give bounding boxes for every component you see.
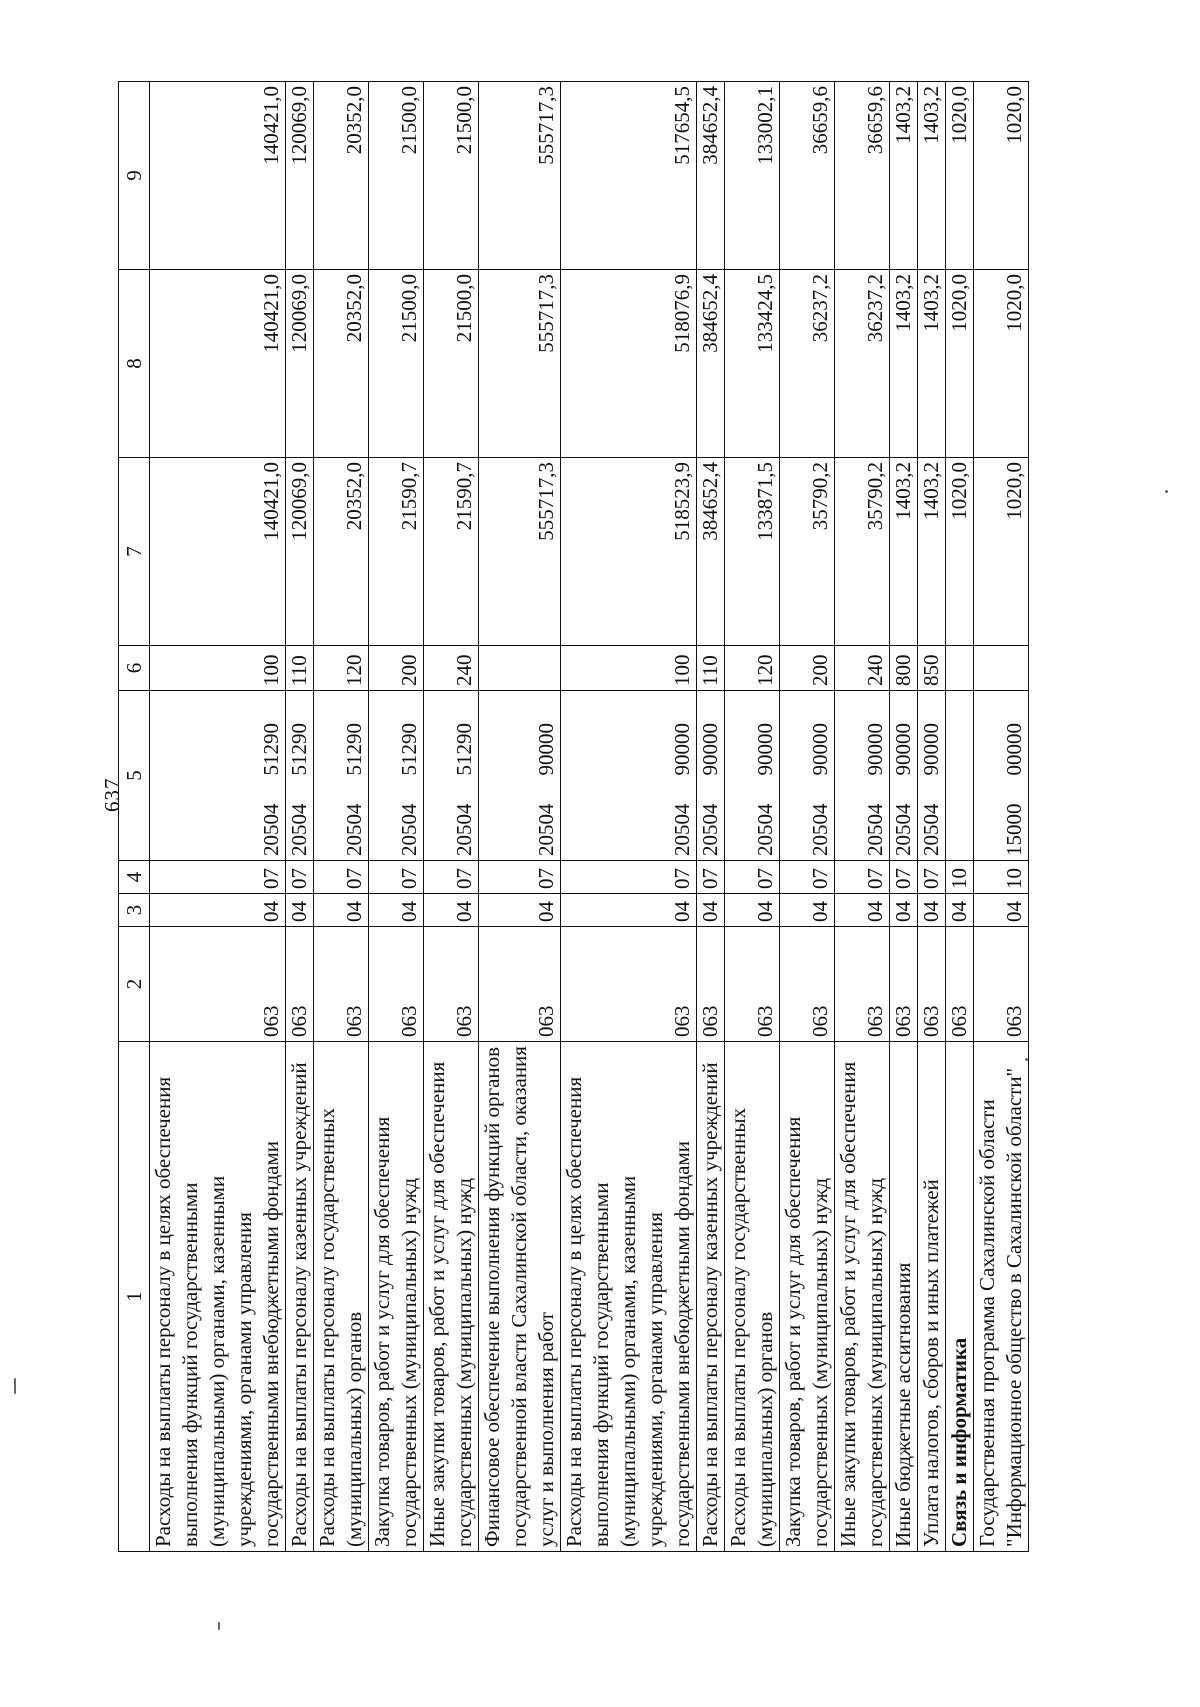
cell-amount-9: 1020,0	[946, 82, 974, 270]
cell-code-5	[314, 691, 369, 861]
cell-amount-7: 1020,0	[974, 458, 1029, 646]
cell-code-5	[890, 691, 918, 861]
cell-code-4: 07	[369, 861, 424, 894]
cell-code-5	[946, 691, 974, 861]
code-5-prefix: 20504	[698, 803, 722, 856]
cell-amount-9: 120069,0	[286, 82, 314, 270]
column-header: 5	[119, 691, 150, 861]
table-row	[946, 82, 974, 1552]
cell-amount-8: 120069,0	[286, 270, 314, 458]
column-header: 6	[119, 646, 150, 691]
code-5-suffix: 51290	[342, 723, 366, 776]
cell-code-2: 063	[946, 927, 974, 1042]
cell-code-2: 063	[561, 927, 697, 1042]
cell-code-6: 240	[424, 646, 479, 691]
cell-amount-7: 120069,0	[286, 458, 314, 646]
cell-code-5	[725, 691, 780, 861]
cell-code-3: 04	[946, 894, 974, 927]
code-5-prefix: 20504	[259, 803, 283, 856]
cell-code-3: 04	[314, 894, 369, 927]
row-name-cell: Иные закупки товаров, работ и услуг для обеспечения государственных (муниципальных) нужд	[424, 1042, 479, 1552]
row-name-cell: Расходы на выплаты персоналу казенных учреждений	[286, 1042, 314, 1552]
cell-code-3: 04	[918, 894, 946, 927]
cell-amount-7: 555717,3	[479, 458, 561, 646]
cell-amount-9: 21500,0	[369, 82, 424, 270]
code-5-prefix: 20504	[452, 803, 476, 856]
scan-speck	[1025, 1058, 1028, 1061]
cell-amount-7: 1020,0	[946, 458, 974, 646]
cell-amount-8: 384652,4	[697, 270, 725, 458]
code-5-suffix: 51290	[287, 723, 311, 776]
column-header: 4	[119, 861, 150, 894]
cell-code-3: 04	[286, 894, 314, 927]
cell-code-2: 063	[150, 927, 286, 1042]
cell-amount-9: 517654,5	[561, 82, 697, 270]
cell-code-2: 063	[697, 927, 725, 1042]
cell-code-4: 07	[286, 861, 314, 894]
cell-code-2: 063	[314, 927, 369, 1042]
cell-amount-9: 384652,4	[697, 82, 725, 270]
cell-code-6: 110	[697, 646, 725, 691]
cell-code-6: 800	[890, 646, 918, 691]
table-row	[780, 82, 835, 1552]
cell-code-6: 240	[835, 646, 890, 691]
cell-code-3: 04	[479, 894, 561, 927]
cell-code-4: 07	[424, 861, 479, 894]
code-5-suffix: 51290	[397, 723, 421, 776]
cell-code-6: 200	[780, 646, 835, 691]
cell-code-2: 063	[286, 927, 314, 1042]
row-name-cell: Расходы на выплаты персоналу в целях обеспечения выполнения функций государственными (муниципальными) органами, казенными учреждениями, органами управления государственными внебюджетными фондами	[150, 1042, 286, 1552]
cell-code-2: 063	[835, 927, 890, 1042]
code-5-suffix: 90000	[670, 723, 694, 776]
cell-amount-8: 20352,0	[314, 270, 369, 458]
code-5-suffix: 00000	[1002, 723, 1026, 776]
cell-code-4: 07	[150, 861, 286, 894]
cell-amount-8: 21500,0	[369, 270, 424, 458]
table-row	[314, 82, 369, 1552]
cell-amount-7: 21590,7	[424, 458, 479, 646]
cell-amount-7: 20352,0	[314, 458, 369, 646]
code-5-suffix: 90000	[919, 723, 943, 776]
cell-code-5	[561, 691, 697, 861]
cell-amount-8: 36237,2	[780, 270, 835, 458]
cell-amount-9: 21500,0	[424, 82, 479, 270]
cell-code-5	[697, 691, 725, 861]
row-name-cell: Иные бюджетные ассигнования	[890, 1042, 918, 1552]
cell-amount-9: 1403,2	[918, 82, 946, 270]
table-row	[369, 82, 424, 1552]
cell-code-4: 07	[780, 861, 835, 894]
cell-code-3: 04	[725, 894, 780, 927]
code-5-prefix: 20504	[287, 803, 311, 856]
cell-amount-9: 555717,3	[479, 82, 561, 270]
code-5-prefix: 20504	[397, 803, 421, 856]
cell-amount-8: 133424,5	[725, 270, 780, 458]
table-row	[479, 82, 561, 1552]
row-name-cell: Закупка товаров, работ и услуг для обеспечения государственных (муниципальных) нужд	[780, 1042, 835, 1552]
page-number: 637	[100, 777, 124, 812]
cell-code-3: 04	[974, 894, 1029, 927]
code-5-suffix: 51290	[259, 723, 283, 776]
code-5-suffix: 90000	[808, 723, 832, 776]
code-5-prefix: 20504	[534, 803, 558, 856]
cell-amount-8: 518076,9	[561, 270, 697, 458]
cell-amount-7: 518523,9	[561, 458, 697, 646]
scan-speck	[218, 1622, 220, 1630]
cell-amount-9: 36659,6	[780, 82, 835, 270]
cell-code-3: 04	[561, 894, 697, 927]
code-5-prefix: 20504	[919, 803, 943, 856]
row-name-cell: Расходы на выплаты персоналу государственных (муниципальных) органов	[725, 1042, 780, 1552]
table-row	[697, 82, 725, 1552]
cell-code-3: 04	[150, 894, 286, 927]
cell-code-2: 063	[918, 927, 946, 1042]
cell-code-2: 063	[479, 927, 561, 1042]
cell-amount-7: 1403,2	[918, 458, 946, 646]
code-5-prefix: 20504	[753, 803, 777, 856]
row-name-cell: Расходы на выплаты персоналу в целях обеспечения выполнения функций государственными (муниципальными) органами, казенными учреждениями, органами управления государственными внебюджетными фондами	[561, 1042, 697, 1552]
cell-code-2: 063	[890, 927, 918, 1042]
cell-code-3: 04	[369, 894, 424, 927]
column-header: 8	[119, 270, 150, 458]
cell-code-6: 110	[286, 646, 314, 691]
scan-speck	[14, 1378, 16, 1394]
column-number-row	[119, 82, 150, 1552]
cell-code-4: 10	[974, 861, 1029, 894]
cell-code-3: 04	[835, 894, 890, 927]
cell-amount-8: 140421,0	[150, 270, 286, 458]
row-name-cell: Закупка товаров, работ и услуг для обеспечения государственных (муниципальных) нужд	[369, 1042, 424, 1552]
cell-code-5	[369, 691, 424, 861]
code-5-prefix: 20504	[670, 803, 694, 856]
column-header: 2	[119, 927, 150, 1042]
cell-code-6	[974, 646, 1029, 691]
cell-code-2: 063	[780, 927, 835, 1042]
column-header: 7	[119, 458, 150, 646]
cell-code-4: 07	[697, 861, 725, 894]
cell-code-5	[479, 691, 561, 861]
row-name-cell: Уплата налогов, сборов и иных платежей	[918, 1042, 946, 1552]
table-row	[150, 82, 286, 1552]
row-name-cell: Иные закупки товаров, работ и услуг для обеспечения государственных (муниципальных) нужд	[835, 1042, 890, 1552]
cell-amount-8: 1020,0	[974, 270, 1029, 458]
cell-code-6: 100	[561, 646, 697, 691]
cell-code-4: 07	[835, 861, 890, 894]
cell-amount-7: 1403,2	[890, 458, 918, 646]
cell-code-5	[286, 691, 314, 861]
cell-code-4: 07	[918, 861, 946, 894]
table-row	[974, 82, 1029, 1552]
table-row	[918, 82, 946, 1552]
code-5-suffix: 90000	[534, 723, 558, 776]
cell-code-6: 120	[314, 646, 369, 691]
cell-code-5	[424, 691, 479, 861]
cell-code-6: 850	[918, 646, 946, 691]
code-5-prefix: 20504	[891, 803, 915, 856]
cell-code-2: 063	[369, 927, 424, 1042]
table-row	[424, 82, 479, 1552]
cell-code-5	[835, 691, 890, 861]
row-name-cell: Расходы на выплаты персоналу казенных учреждений	[697, 1042, 725, 1552]
cell-code-6	[479, 646, 561, 691]
row-name-cell: Финансовое обеспечение выполнения функций органов государственной власти Сахалинской области, оказания услуг и выполнения работ	[479, 1042, 561, 1552]
cell-amount-7: 21590,7	[369, 458, 424, 646]
row-name-cell: Государственная программа Сахалинской области "Информационное общество в Сахалинской области"	[974, 1042, 1029, 1552]
cell-code-3: 04	[780, 894, 835, 927]
table-row	[835, 82, 890, 1552]
code-5-suffix: 51290	[452, 723, 476, 776]
code-5-suffix: 90000	[698, 723, 722, 776]
scan-speck	[1165, 490, 1168, 493]
cell-amount-9: 140421,0	[150, 82, 286, 270]
cell-amount-7: 133871,5	[725, 458, 780, 646]
cell-amount-8: 1020,0	[946, 270, 974, 458]
cell-code-3: 04	[890, 894, 918, 927]
column-header: 9	[119, 82, 150, 270]
cell-code-5	[150, 691, 286, 861]
table-body	[150, 82, 1029, 1552]
code-5-prefix: 15000	[1002, 803, 1026, 856]
cell-amount-7: 140421,0	[150, 458, 286, 646]
cell-code-2: 063	[974, 927, 1029, 1042]
cell-amount-7: 35790,2	[780, 458, 835, 646]
code-5-suffix: 90000	[891, 723, 915, 776]
cell-code-4: 07	[479, 861, 561, 894]
code-5-prefix: 20504	[863, 803, 887, 856]
column-header: 3	[119, 894, 150, 927]
cell-code-5	[974, 691, 1029, 861]
cell-code-4: 07	[561, 861, 697, 894]
cell-amount-9: 1020,0	[974, 82, 1029, 270]
cell-code-2: 063	[725, 927, 780, 1042]
cell-amount-8: 555717,3	[479, 270, 561, 458]
table-row	[561, 82, 697, 1552]
cell-code-2: 063	[424, 927, 479, 1042]
code-5-prefix: 20504	[342, 803, 366, 856]
code-5-suffix: 90000	[753, 723, 777, 776]
cell-code-4: 07	[314, 861, 369, 894]
cell-code-5	[780, 691, 835, 861]
cell-code-4: 10	[946, 861, 974, 894]
cell-code-4: 07	[890, 861, 918, 894]
row-name-cell: Расходы на выплаты персоналу государственных (муниципальных) органов	[314, 1042, 369, 1552]
cell-code-6	[946, 646, 974, 691]
cell-amount-7: 35790,2	[835, 458, 890, 646]
cell-code-6: 120	[725, 646, 780, 691]
cell-amount-8: 21500,0	[424, 270, 479, 458]
cell-code-6: 100	[150, 646, 286, 691]
cell-amount-8: 1403,2	[918, 270, 946, 458]
cell-amount-9: 1403,2	[890, 82, 918, 270]
cell-code-5	[918, 691, 946, 861]
code-5-suffix: 90000	[863, 723, 887, 776]
cell-amount-9: 133002,1	[725, 82, 780, 270]
cell-amount-9: 20352,0	[314, 82, 369, 270]
cell-amount-8: 36237,2	[835, 270, 890, 458]
code-5-prefix: 20504	[808, 803, 832, 856]
cell-code-3: 04	[697, 894, 725, 927]
row-name-cell: Связь и информатика	[946, 1042, 974, 1552]
table-row	[286, 82, 314, 1552]
cell-amount-9: 36659,6	[835, 82, 890, 270]
cell-amount-7: 384652,4	[697, 458, 725, 646]
cell-code-3: 04	[424, 894, 479, 927]
table-row	[725, 82, 780, 1552]
budget-table	[118, 81, 1029, 1552]
cell-amount-8: 1403,2	[890, 270, 918, 458]
cell-code-6: 200	[369, 646, 424, 691]
table-row	[890, 82, 918, 1552]
column-header: 1	[119, 1042, 150, 1552]
rotated-table-wrapper	[118, 81, 1029, 1552]
cell-code-4: 07	[725, 861, 780, 894]
